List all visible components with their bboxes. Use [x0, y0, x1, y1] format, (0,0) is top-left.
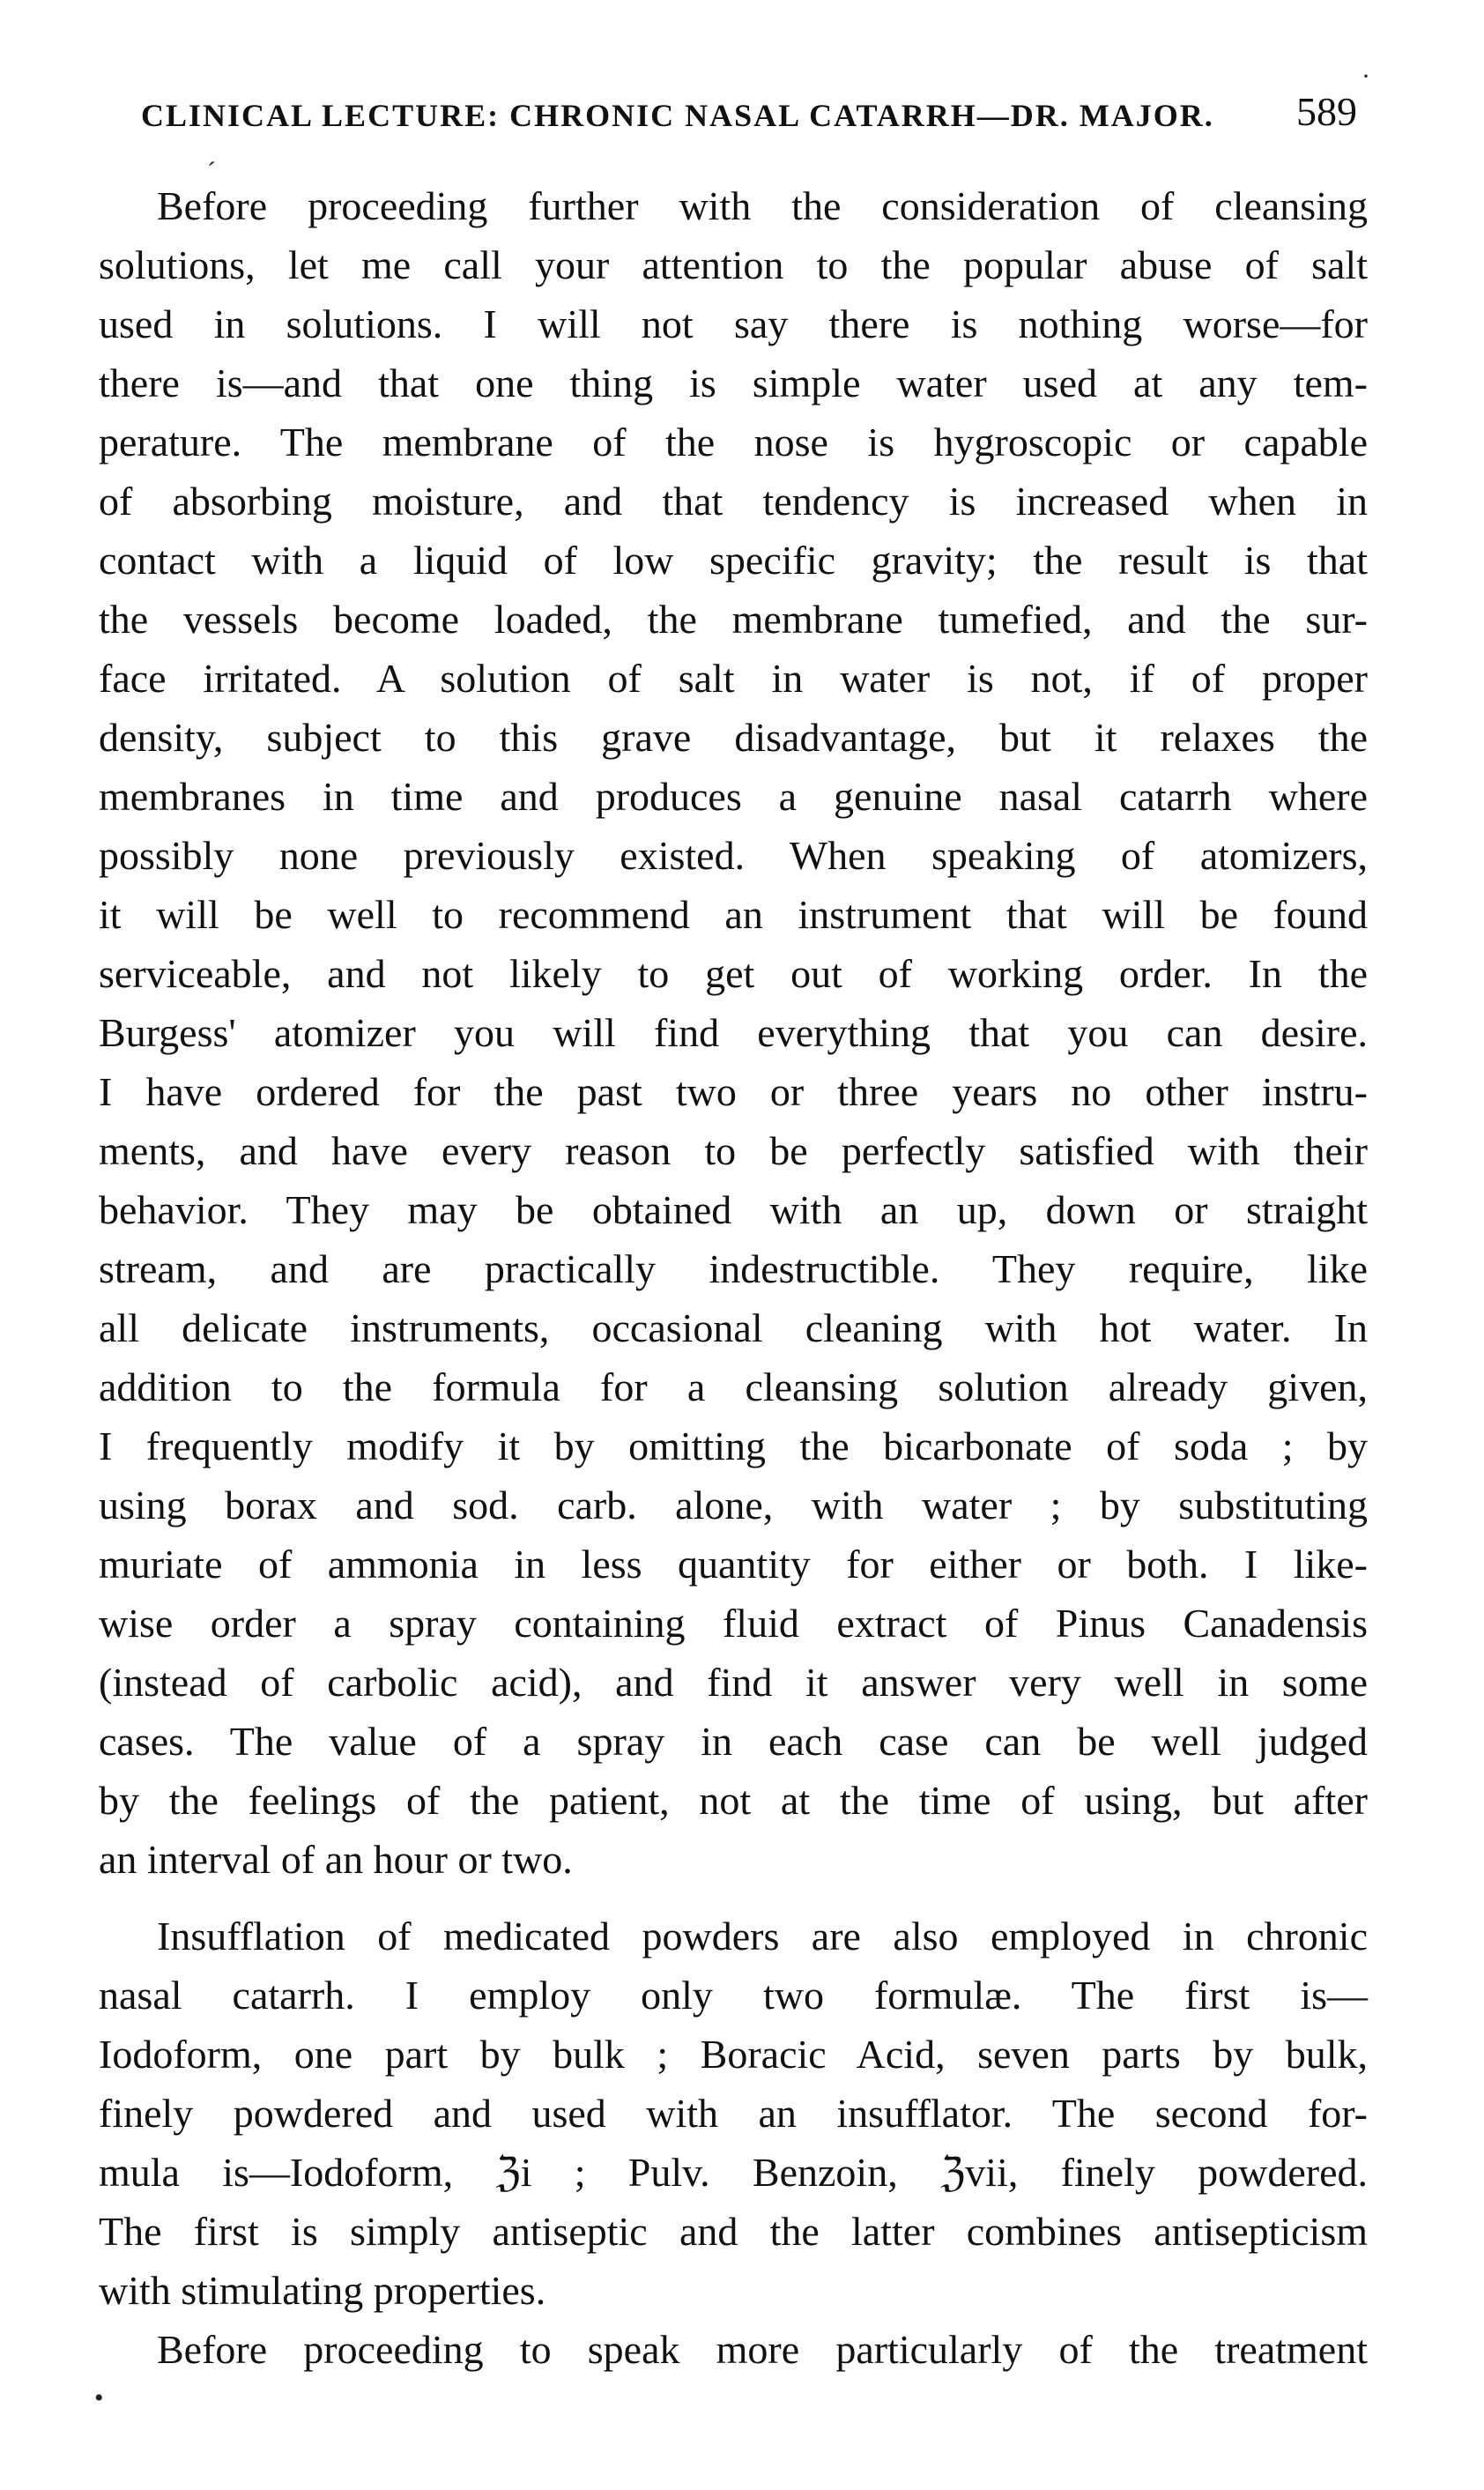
text-line: Before proceeding further with the consideration of cleansing [157, 183, 1368, 228]
print-speck: · [1362, 62, 1370, 91]
text-line: stream, and are practically indestructible. They require, like [99, 1246, 1368, 1291]
text-line: finely powdered and used with an insufflator. The second for- [99, 2091, 1368, 2136]
paragraph-gap [99, 1889, 1368, 1907]
text-line: of absorbing moisture, and that tendency is increased when in [99, 479, 1368, 524]
text-line: Burgess' atomizer you will find everything that you can desire. [99, 1010, 1368, 1055]
text-line: using borax and sod. carb. alone, with water ; by substituting [99, 1483, 1368, 1527]
text-line: membranes in time and produces a genuine nasal catarrh where [99, 774, 1368, 819]
text-line: behavior. They may be obtained with an up, down or straight [99, 1187, 1368, 1232]
text-line: I frequently modify it by omitting the bicarbonate of soda ; by [99, 1423, 1368, 1468]
text-line: serviceable, and not likely to get out of working order. In the [99, 951, 1368, 996]
text-line: muriate of ammonia in less quantity for either or both. I like- [99, 1542, 1368, 1587]
text-line: wise order a spray containing fluid extract of Pinus Canadensis [99, 1601, 1368, 1646]
text-line: cases. The value of a spray in each case can be well judged [99, 1719, 1368, 1764]
text-line: perature. The membrane of the nose is hygroscopic or capable [99, 420, 1368, 465]
text-line: contact with a liquid of low specific gravity; the result is that [99, 538, 1368, 583]
text-line: density, subject to this grave disadvantage, but it relaxes the [99, 715, 1368, 760]
page-number: 589 [1296, 89, 1357, 134]
text-line: with stimulating properties. [99, 2268, 546, 2313]
text-line: ments, and have every reason to be perfectly satisfied with their [99, 1128, 1368, 1173]
body-text [99, 176, 1368, 2379]
text-line: nasal catarrh. I employ only two formulæ. The first is— [99, 1973, 1368, 2018]
text-line: mula is—Iodoform, ℨi ; Pulv. Benzoin, ℨvii, finely powdered. [99, 2150, 1368, 2195]
text-line: face irritated. A solution of salt in water is not, if of proper [99, 656, 1368, 701]
text-line: possibly none previously existed. When speaking of atomizers, [99, 833, 1368, 878]
paragraph [99, 2320, 1368, 2379]
text-line: (instead of carbolic acid), and find it answer very well in some [99, 1660, 1368, 1705]
running-title: CLINICAL LECTURE: CHRONIC NASAL CATARRH—DR. MAJOR. [141, 98, 1214, 133]
running-head [141, 88, 1357, 141]
print-speck: • [94, 2383, 104, 2412]
text-line: the vessels become loaded, the membrane tumefied, and the sur- [99, 597, 1368, 642]
print-speck: ˊ [207, 157, 216, 186]
text-line: an interval of an hour or two. [99, 1837, 573, 1882]
paragraph [99, 176, 1368, 1889]
text-line: used in solutions. I will not say there is nothing worse—for [99, 301, 1368, 346]
text-line: I have ordered for the past two or three years no other instru- [99, 1069, 1368, 1114]
text-line: all delicate instruments, occasional cleaning with hot water. In [99, 1305, 1368, 1350]
paragraph [99, 1907, 1368, 2320]
text-line: there is—and that one thing is simple water used at any tem- [99, 360, 1368, 405]
text-line: solutions, let me call your attention to the popular abuse of salt [99, 242, 1368, 287]
text-line: Insufflation of medicated powders are also employed in chronic [157, 1914, 1368, 1959]
text-line: it will be well to recommend an instrument that will be found [99, 892, 1368, 937]
text-line: Iodoform, one part by bulk ; Boracic Acid, seven parts by bulk, [99, 2032, 1368, 2077]
text-line: by the feelings of the patient, not at the time of using, but after [99, 1778, 1368, 1823]
text-line: The first is simply antiseptic and the latter combines antisepticism [99, 2209, 1368, 2254]
text-line: addition to the formula for a cleansing solution already given, [99, 1364, 1368, 1409]
text-line: Before proceeding to speak more particularly of the treatment [157, 2327, 1368, 2372]
